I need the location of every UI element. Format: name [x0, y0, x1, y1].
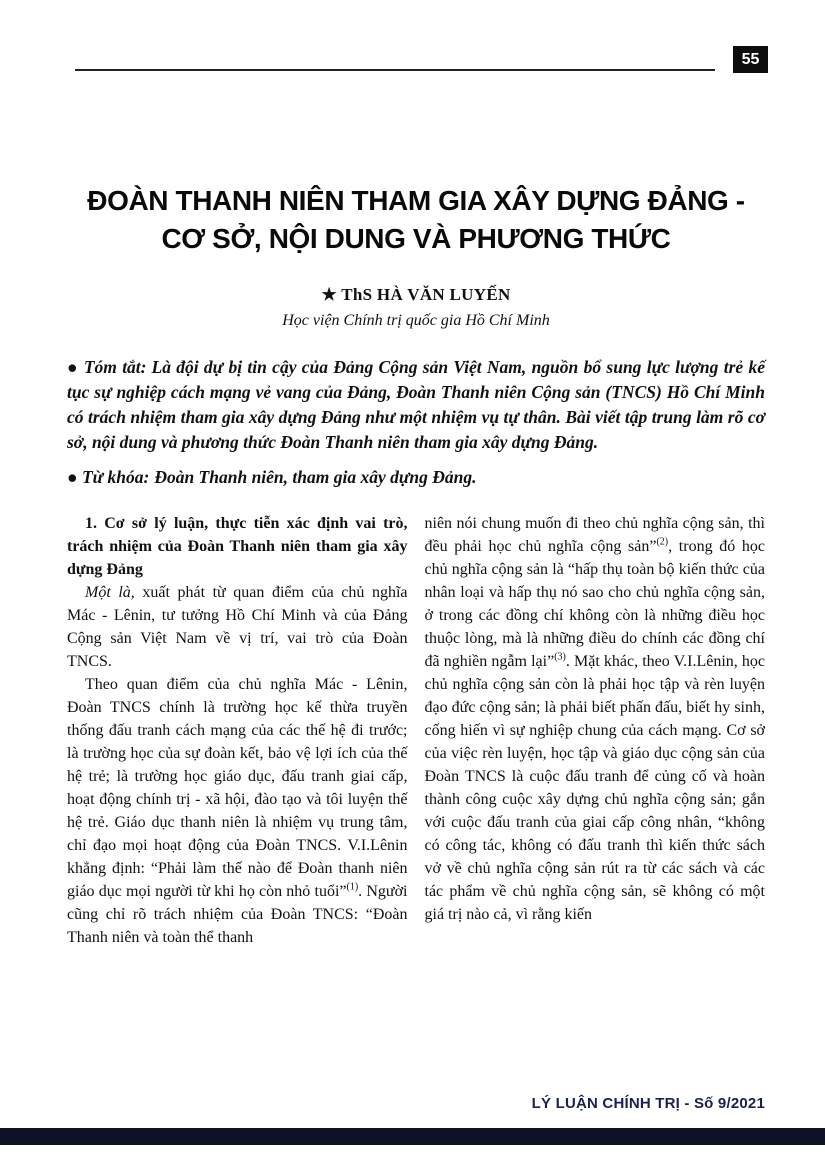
- right-column: [425, 512, 766, 949]
- keywords-text: Đoàn Thanh niên, tham gia xây dựng Đảng.: [154, 467, 477, 487]
- abstract-text: Là đội dự bị tin cậy của Đảng Cộng sản Việt Nam, nguồn bổ sung lực lượng trẻ kế tục sự nghiệp cách mạng vẻ vang của Đảng, Đoàn Thanh niên Cộng sản (TNCS) Hồ Chí Minh có trách nhiệm tham gia xây dựng Đảng như một nhiệm vụ tự thân. Bài viết tập trung làm rõ cơ sở, nội dung và phương thức Đoàn Thanh niên tham gia xây dựng Đảng.: [67, 357, 765, 452]
- abstract-label: ● Tóm tắt:: [67, 357, 147, 377]
- bottom-bar: [0, 1128, 825, 1145]
- body-columns: [67, 512, 765, 949]
- body-paragraph: [425, 512, 766, 926]
- text-segment: Theo quan điểm của chủ nghĩa Mác - Lênin, Đoàn TNCS chính là trường học kế thừa truyền thống đấu tranh cách mạng của các thế hệ đi trước; là trường học của sự đoàn kết, bảo vệ lợi ích của thế hệ trẻ; là trường học giáo dục, đấu tranh giai cấp, hoạt động chính trị - xã hội, đào tạo và tôi luyện thế hệ trẻ. Giáo dục thanh niên là nhiệm vụ trung tâm, chỉ đạo mọi hoạt động của Đoàn TNCS. V.I.Lênin khẳng định: “Phải làm thế nào để Đoàn thanh niên giáo dục mọi người từ khi họ còn nhỏ tuổi”: [67, 676, 408, 900]
- keywords-label: ● Từ khóa:: [67, 467, 150, 487]
- footnote-reference: (2): [656, 536, 669, 548]
- footnote-reference: (3): [554, 651, 566, 663]
- body-paragraph: [67, 673, 408, 949]
- footnote-reference: (1): [346, 881, 359, 893]
- author-affiliation: Học viện Chính trị quốc gia Hồ Chí Minh: [282, 312, 550, 329]
- body-paragraph: [67, 512, 408, 581]
- text-segment: , trong đó học chủ nghĩa cộng sản là “hấp thụ toàn bộ kiến thức của nhân loại và hấp thụ nó sao cho chủ nghĩa cộng sản, ở trong các đồng chí không còn là những điều học thuộc lòng, mà là những điều do chính các đồng chí đã nghiền ngẫm lại”: [424, 538, 766, 670]
- abstract: [67, 355, 765, 455]
- page-number-badge: [733, 46, 768, 73]
- text-segment: . Người cũng chỉ rõ trách nhiệm của Đoàn TNCS: “Đoàn Thanh niên và toàn thể thanh: [67, 883, 408, 946]
- body-paragraph: [67, 581, 408, 673]
- header-rule: [75, 69, 715, 71]
- journal-footer: LÝ LUẬN CHÍNH TRỊ - Số 9/2021: [531, 1095, 765, 1112]
- keywords: [67, 465, 765, 490]
- text-segment: . Mặt khác, theo V.I.Lênin, học chủ nghĩa cộng sản còn là phải học tập và rèn luyện đạo đức cộng sản; là phải biết phấn đấu, biết hy sinh, cống hiến vì sự nghiệp chung của cách mạng. Cơ sở của việc rèn luyện, học tập và giáo dục cộng sản của Đoàn TNCS là cuộc đấu tranh để củng cố và hoàn thành công cuộc xây dựng chủ nghĩa cộng sản; gắn với cuộc đấu tranh của giai cấp công nhân, “không có công tác, không có đấu tranh thì kiến thức sách vở về chủ nghĩa cộng sản rút ra từ các sách và các tác phẩm về chủ nghĩa cộng sản, sẽ không có một giá trị nào cả, vì rằng kiến: [424, 653, 765, 923]
- text-segment: 1. Cơ sở lý luận, thực tiễn xác định vai trò, trách nhiệm của Đoàn Thanh niên tham gia xây dựng Đảng: [67, 515, 408, 578]
- page-number: 55: [741, 50, 760, 68]
- title-line-1: ĐOÀN THANH NIÊN THAM GIA XÂY DỰNG ĐẢNG -: [87, 185, 745, 216]
- text-segment: niên nói chung muốn đi theo chủ nghĩa cộng sản, thì đều phải học chủ nghĩa cộng sản”: [424, 515, 765, 555]
- left-column: [67, 512, 408, 949]
- article-title: [67, 182, 765, 258]
- author-name: ★ ThS HÀ VĂN LUYẾN: [321, 285, 511, 304]
- title-line-2: CƠ SỞ, NỘI DUNG VÀ PHƯƠNG THỨC: [161, 223, 671, 254]
- text-segment: xuất phát từ quan điểm của chủ nghĩa Mác - Lênin, tư tưởng Hồ Chí Minh và của Đảng Cộng sản Việt Nam về vị trí, vai trò của Đoàn TNCS.: [67, 584, 408, 670]
- text-segment: Một là,: [85, 584, 135, 601]
